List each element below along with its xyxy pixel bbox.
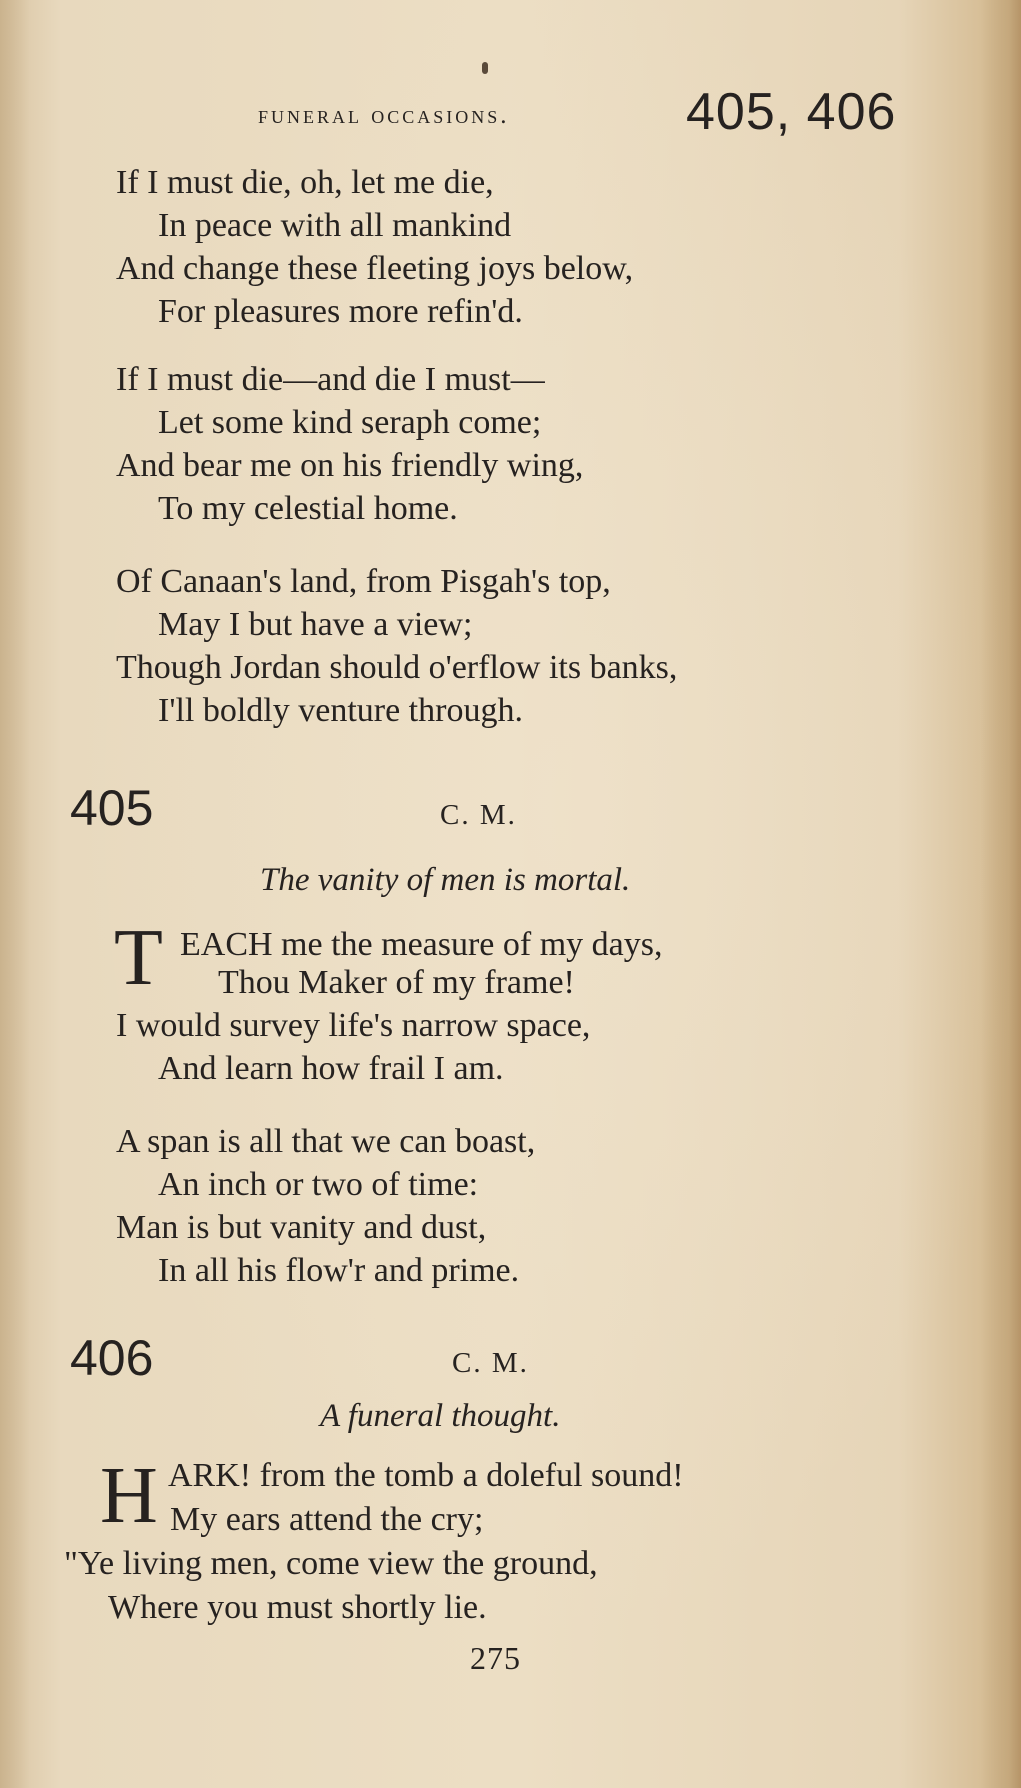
verse-line: Man is but vanity and dust, <box>116 1209 487 1246</box>
verse-line: In all his flow'r and prime. <box>158 1252 520 1289</box>
verse-line: Let some kind seraph come; <box>158 404 542 441</box>
running-head <box>258 82 928 152</box>
drop-cap: H <box>100 1452 158 1540</box>
section-title: funeral occasions. <box>258 102 510 129</box>
verse-line: EACH me the measure of my days, <box>180 926 663 963</box>
verse-line: Of Canaan's land, from Pisgah's top, <box>116 563 611 600</box>
verse-line: Where you must shortly lie. <box>108 1589 487 1626</box>
verse-line: May I but have a view; <box>158 606 473 643</box>
page-edge-shadow-right <box>981 0 1021 1788</box>
verse-line: For pleasures more refin'd. <box>158 293 523 330</box>
verse-line: I would survey life's narrow space, <box>116 1007 591 1044</box>
hymn-range: 405, 406 <box>686 83 897 141</box>
verse-line: If I must die—and die I must— <box>116 361 545 398</box>
verse-line: "Ye living men, come view the ground, <box>64 1545 598 1582</box>
drop-cap: T <box>114 914 163 1002</box>
verse-line: A span is all that we can boast, <box>116 1123 536 1160</box>
verse-line: To my celestial home. <box>158 490 458 527</box>
verse-line: An inch or two of time: <box>158 1166 479 1203</box>
hymn-meter: C. M. <box>452 1347 529 1379</box>
page-edge-shadow-left <box>0 0 30 1788</box>
page-number: 275 <box>470 1640 521 1676</box>
verse-line: And learn how frail I am. <box>158 1050 504 1087</box>
hymn-number: 405 <box>70 780 154 836</box>
ink-mark <box>482 62 488 74</box>
verse-line: And change these fleeting joys below, <box>116 250 634 287</box>
verse-line: In peace with all mankind <box>158 207 512 244</box>
verse-line: My ears attend the cry; <box>170 1501 484 1538</box>
verse-line: ARK! from the tomb a doleful sound! <box>168 1457 684 1494</box>
verse-line: I'll boldly venture through. <box>158 692 523 729</box>
verse-line: Though Jordan should o'erflow its banks, <box>116 649 678 686</box>
verse-line: Thou Maker of my frame! <box>218 964 575 1001</box>
hymn-number: 406 <box>70 1330 154 1386</box>
hymn-subtitle: The vanity of men is mortal. <box>260 862 631 898</box>
hymn-meter: C. M. <box>440 799 517 831</box>
hymn-subtitle: A funeral thought. <box>320 1398 561 1434</box>
verse-line: If I must die, oh, let me die, <box>116 164 494 201</box>
verse-line: And bear me on his friendly wing, <box>116 447 584 484</box>
